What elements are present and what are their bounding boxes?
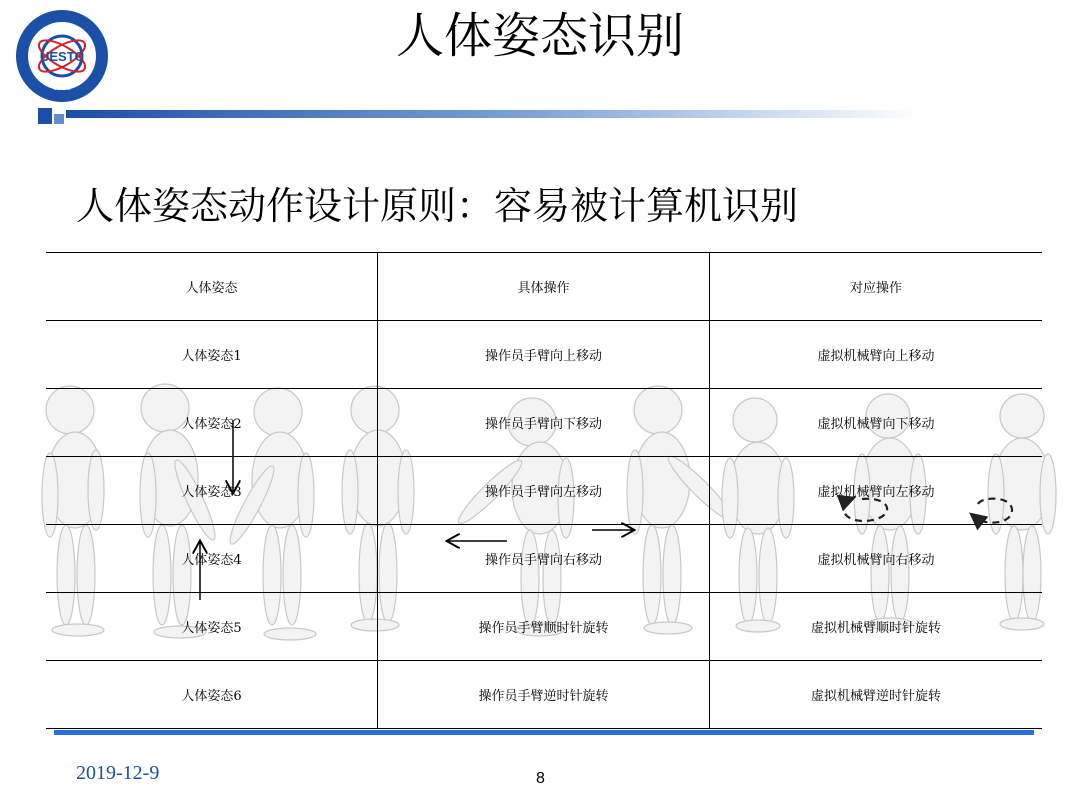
table-cell: 操作员手臂向右移动: [378, 525, 710, 593]
header-cell-response: 对应操作: [710, 253, 1043, 321]
table-cell: 操作员手臂顺时针旋转: [378, 593, 710, 661]
footer-accent-line: [54, 730, 1034, 735]
table-row: [46, 457, 1042, 525]
header-cell-operation: 具体操作: [378, 253, 710, 321]
header-gradient-bar: [38, 104, 918, 124]
table-cell: 人体姿态1: [46, 321, 378, 389]
table-cell: 虚拟机械臂逆时针旋转: [710, 661, 1043, 729]
table-cell: 虚拟机械臂向右移动: [710, 525, 1043, 593]
table-header-row: [46, 253, 1042, 321]
table-row: [46, 389, 1042, 457]
table-cell: 虚拟机械臂向下移动: [710, 389, 1043, 457]
table-row: [46, 525, 1042, 593]
table-row: [46, 593, 1042, 661]
table-cell: 操作员手臂向下移动: [378, 389, 710, 457]
svg-text:UESTC: UESTC: [39, 49, 85, 64]
table-cell: 人体姿态6: [46, 661, 378, 729]
table-cell: 虚拟机械臂向左移动: [710, 457, 1043, 525]
table-cell: 操作员手臂向上移动: [378, 321, 710, 389]
table-cell: 人体姿态2: [46, 389, 378, 457]
table-cell: 人体姿态4: [46, 525, 378, 593]
page-title: 人体姿态识别: [395, 8, 684, 64]
table-cell: 操作员手臂向左移动: [378, 457, 710, 525]
table-row: [46, 321, 1042, 389]
table-cell: 操作员手臂逆时针旋转: [378, 661, 710, 729]
table-cell: 虚拟机械臂顺时针旋转: [710, 593, 1043, 661]
table-cell: 人体姿态3: [46, 457, 378, 525]
header-cell-pose: 人体姿态: [46, 253, 378, 321]
uestc-logo: [6, 6, 118, 104]
footer-date: 2019-12-9: [76, 762, 160, 784]
page-number: 8: [536, 770, 545, 787]
table-cell: 人体姿态5: [46, 593, 378, 661]
table-row: [46, 661, 1042, 729]
pose-mapping-table: [46, 252, 1042, 729]
section-heading: 人体姿态动作设计原则：容易被计算机识别: [76, 184, 799, 228]
table-cell: 虚拟机械臂向上移动: [710, 321, 1043, 389]
svg-text:1956: 1956: [53, 82, 71, 92]
